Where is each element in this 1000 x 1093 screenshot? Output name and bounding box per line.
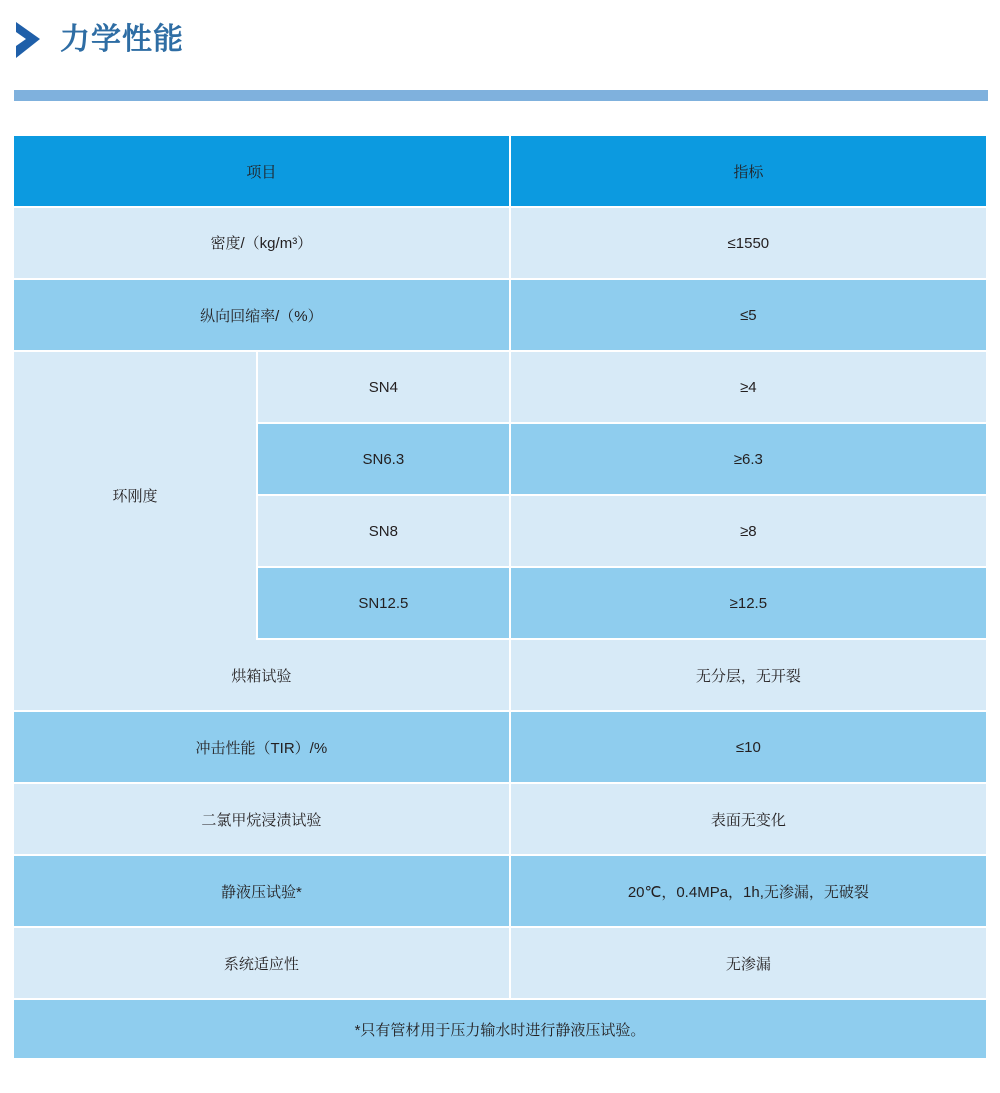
row-value: ≥6.3 [510,423,986,495]
row-value: 无分层，无开裂 [510,639,986,711]
row-sublabel: SN12.5 [257,567,510,639]
spec-table-container [14,136,986,1058]
table-row [14,639,986,711]
row-group-label: 环刚度 [14,351,257,639]
row-value: 20℃，0.4MPa，1h,无渗漏，无破裂 [510,855,986,927]
table-row [14,351,986,423]
row-value: ≥4 [510,351,986,423]
row-sublabel: SN8 [257,495,510,567]
spec-table [14,136,986,1058]
row-label: 静液压试验* [14,855,510,927]
table-row [14,207,986,279]
row-value: 无渗漏 [510,927,986,999]
table-row [14,855,986,927]
table-footnote: *只有管材用于压力输水时进行静液压试验。 [14,999,986,1058]
row-value: ≥8 [510,495,986,567]
row-value: 表面无变化 [510,783,986,855]
page-header [0,0,1000,62]
row-label: 系统适应性 [14,927,510,999]
table-row [14,927,986,999]
row-value: ≤5 [510,279,986,351]
header-divider [14,90,988,101]
row-label: 密度/（kg/m³） [14,207,510,279]
row-label: 烘箱试验 [14,639,510,711]
column-header-index: 指标 [510,136,986,207]
row-label: 二氯甲烷浸渍试验 [14,783,510,855]
table-row [14,783,986,855]
table-footnote-row [14,999,986,1058]
row-value: ≥12.5 [510,567,986,639]
row-sublabel: SN4 [257,351,510,423]
row-sublabel: SN6.3 [257,423,510,495]
row-label: 纵向回缩率/（%） [14,279,510,351]
row-label: 冲击性能（TIR）/% [14,711,510,783]
row-value: ≤10 [510,711,986,783]
chevron-right-icon [14,20,48,60]
table-row [14,279,986,351]
row-value: ≤1550 [510,207,986,279]
page-title: 力学性能 [60,23,184,56]
table-header-row [14,136,986,207]
column-header-item: 项目 [14,136,510,207]
table-row [14,711,986,783]
